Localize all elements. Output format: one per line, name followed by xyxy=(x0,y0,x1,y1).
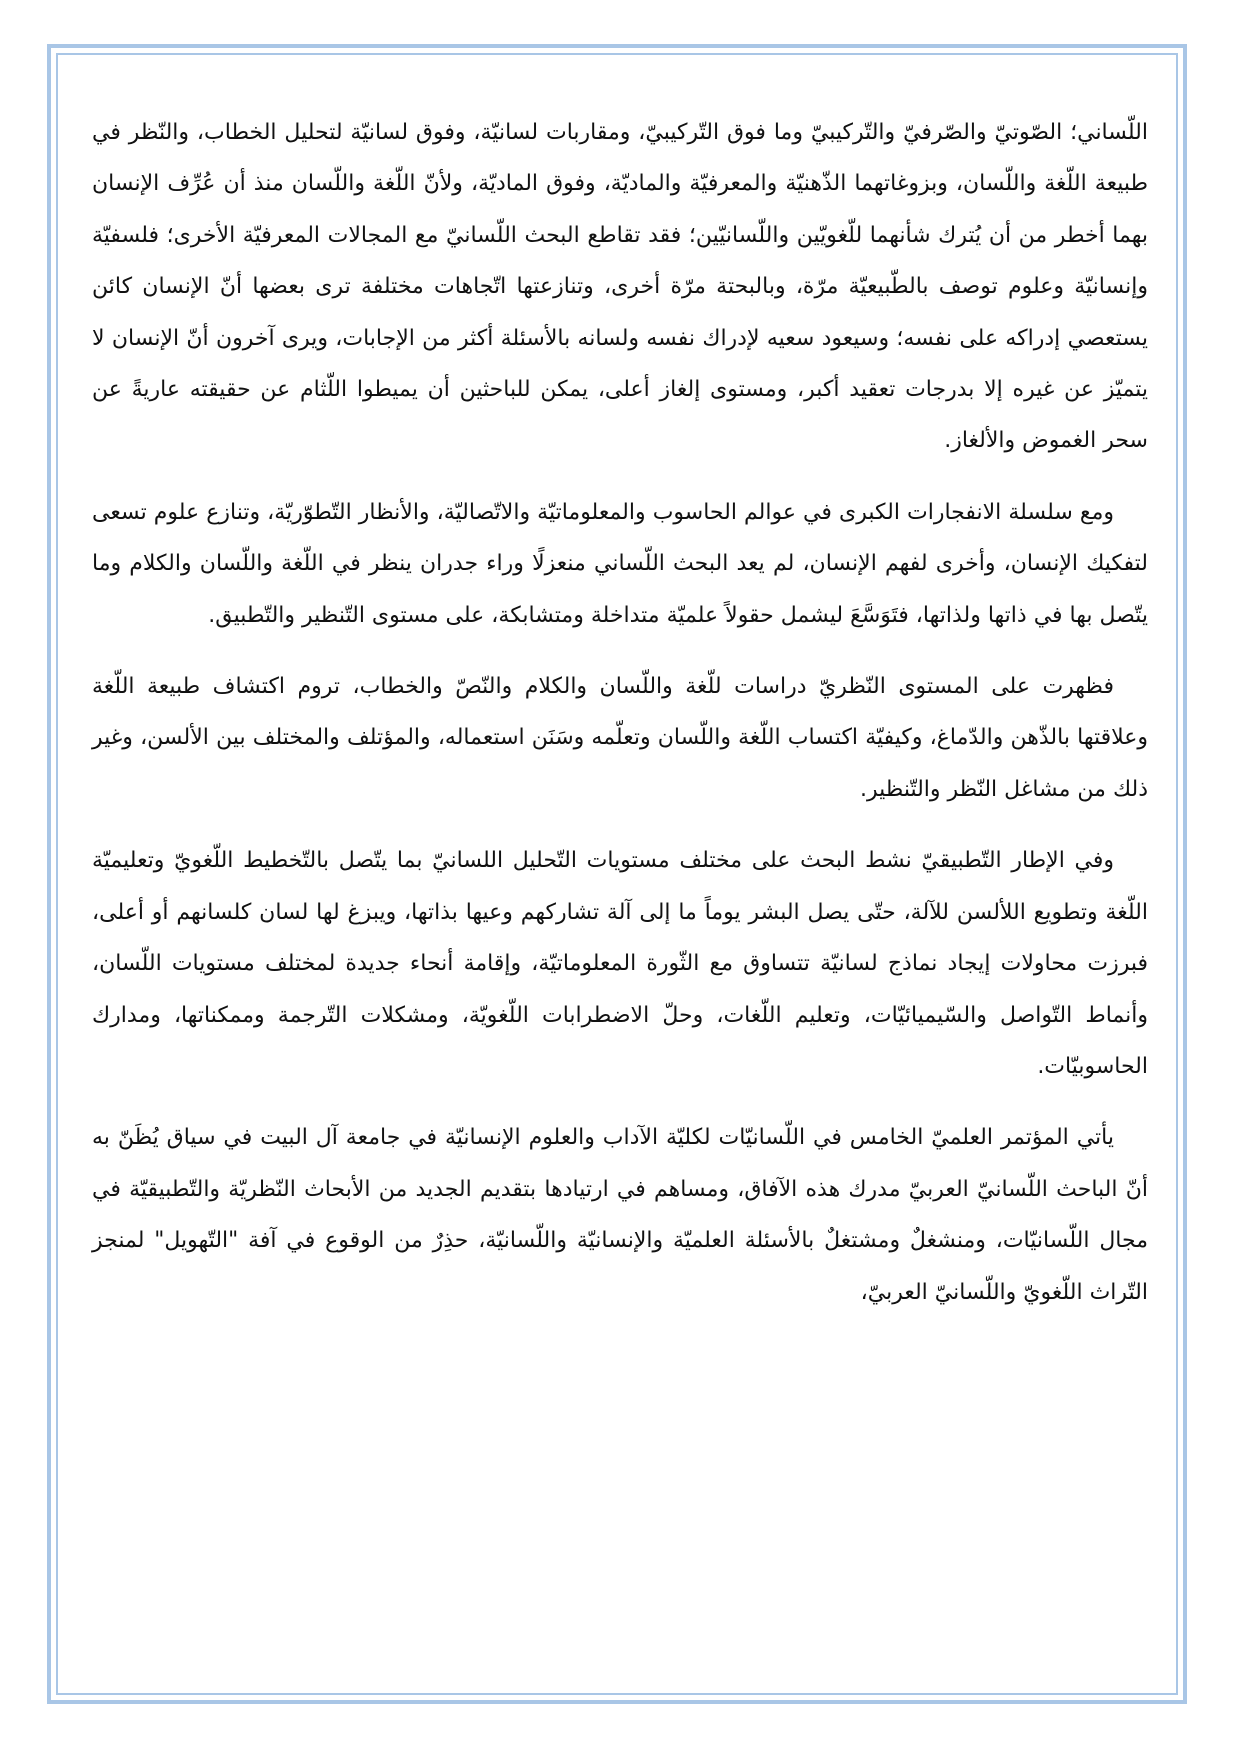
paragraph-2: ومع سلسلة الانفجارات الكبرى في عوالم الحاسوب والمعلوماتيّة والاتّصاليّة، والأنظار التّطوّريّة، وتنازع علوم تسعى لتفكيك الإنسان، وأخرى لفهم الإنسان، لم يعد البحث اللّساني منعزلًا وراء جدران ينظر في اللّغة واللّسان والكلام وما يتّصل بها في ذاتها ولذاتها، فتَوَسَّعَ ليشمل حقولاً علميّة متداخلة ومتشابكة، على مستوى التّنظير والتّطبيق. xyxy=(92,499,1148,628)
paragraph-4: وفي الإطار التّطبيقيّ نشط البحث على مختلف مستويات التّحليل اللسانيّ بما يتّصل بالتّخطيط اللّغويّ وتعليميّة اللّغة وتطويع اللألسن للآلة، حتّى يصل البشر يوماً ما إلى آلة تشاركهم وعيها بذاتها، ويبزغ لها لسان كلسانهم أو أعلى، فبرزت محاولات إيجاد نماذج لسانيّة تتساوق مع الثّورة المعلوماتيّة، وإقامة أنحاء جديدة لمختلف مستويات اللّسان، وأنماط التّواصل والسّيميائيّات، وتعليم اللّغات، وحلّ الاضطرابات اللّغويّة، ومشكلات التّرجمة وممكناتها، ومدارك الحاسوبيّات. xyxy=(92,848,1148,1079)
paragraph-1: اللّساني؛ الصّوتيّ والصّرفيّ والتّركيبيّ وما فوق التّركيبيّ، ومقاربات لسانيّة، وفوق لسانيّة لتحليل الخطاب، والنّظر في طبيعة اللّغة واللّسان، وبزوغاتهما الذّهنيّة والمعرفيّة والماديّة، وفوق الماديّة، ولأنّ اللّغة واللّسان منذ أن عُرِّف الإنسان بهما أخطر من أن يُترك شأنهما للّغويّين واللّسانيّين؛ فقد تقاطع البحث اللّسانيّ مع المجالات المعرفيّة الأخرى؛ فلسفيّة وإنسانيّة وعلوم توصف بالطّبيعيّة مرّة، وبالبحتة مرّة أخرى، وتنازعتها اتّجاهات مختلفة ترى بعضها أنّ الإنسان كائن يستعصي إدراكه على نفسه؛ وسيعود سعيه لإدراك نفسه ولسانه بالأسئلة أكثر من الإجابات، ويرى آخرون أنّ الإنسان لا يتميّز عن غيره إلا بدرجات تعقيد أكبر، ومستوى إلغاز أعلى، يمكن للباحثين أن يميطوا اللّثام عن حقيقته عاريةً عن سحر الغموض والألغاز. xyxy=(92,120,1148,454)
paragraph-3: فظهرت على المستوى النّظريّ دراسات للّغة واللّسان والكلام والنّصّ والخطاب، تروم اكتشاف طبيعة اللّغة وعلاقتها بالذّهن والدّماغ، وكيفيّة اكتساب اللّغة واللّسان وتعلّمه وسَنَن استعماله، والمؤتلف والمختلف بين الألسن، وغير ذلك من مشاغل النّظر والتّنظير. xyxy=(92,674,1148,802)
paragraph-5: يأتي المؤتمر العلميّ الخامس في اللّسانيّات لكليّة الآداب والعلوم الإنسانيّة في جامعة آل البيت في سياق يُظَنّ به أنّ الباحث اللّسانيّ العربيّ مدرك هذه الآفاق، ومساهم في ارتيادها بتقديم الجديد من الأبحاث النّظريّة والتّطبيقيّة في مجال اللّسانيّات، ومنشغلٌ ومشتغلٌ بالأسئلة العلميّة والإنسانيّة واللّسانيّة، حذِرٌ من الوقوع في آفة "التّهويل" لمنجز التّراث اللّغويّ واللّسانيّ العربيّ، xyxy=(92,1125,1148,1305)
document-body xyxy=(92,107,1148,1338)
